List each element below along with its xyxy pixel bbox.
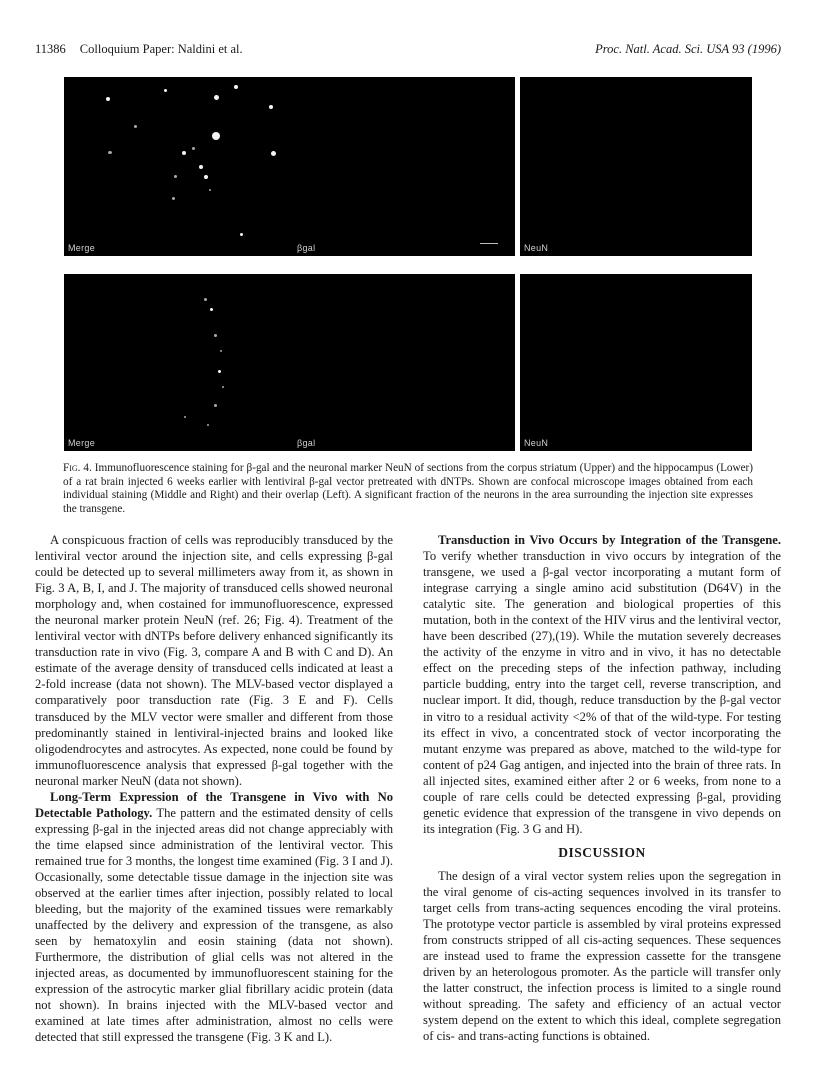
paragraph: A conspicuous fraction of cells was reproducibly transduced by the lentiviral vector around the injection site, and cells expressing β-gal could be detected up to several millimeters away from it, as shown in Fig. 3 A, B, I, and J. The majority of transduced cells showed neuronal morphology and, when costained for immunofluorescence, expressed the neuronal marker protein NeuN (ref. 26; Fig. 4). Treatment of the lentiviral vector with dNTPs before delivery enhanced significantly its transduction rate in vivo (Fig. 3, compare A and B with C and D). An estimate of the average density of transduced cells indicated at least a 2-fold increase (data not shown). The MLV-based vector displayed a comparatively poor transduction rate (Fig. 3 E and F). Cells transduced by the MLV vector were smaller and different from those predominantly stained in lentiviral-injected brains and looked like oligodendrocytes and astrocytes. As expected, none could be found by immunofluorescence analysis that expressed β-gal together with the neuronal marker NeuN (data not shown). (35, 533, 393, 788)
running-header (35, 41, 781, 57)
figure-panel-top-neun (520, 77, 752, 256)
paragraph-text: The pattern and the estimated density of cells expressing β-gal in the injected areas did not change appreciably with the time elapsed since administration of the lentiviral vector. This remained true for 3 months, the longest time examined (Fig. 3 I and J). Occasionally, some detectable tissue damage in the injection site was observed at the earlier times after injection, possibly related to local bleeding, but the majority of the examined tissues were remarkably unaffected by the delivery and expression of the transgene, as also seen by hematoxylin and eosin staining (data not shown). Furthermore, the distribution of glial cells was not altered in the injected areas, as documented by immunofluorescent staining for the expression of the astrocytic marker glial fibrillary acidic protein (data not shown). In brains injected with the MLV-based vector and examined at late times after administration, almost no cells were detected that still expressed the transgene (Fig. 3 K and L). (35, 805, 393, 1045)
journal-citation: Proc. Natl. Acad. Sci. USA 93 (1996) (595, 42, 781, 56)
paragraph (423, 532, 781, 837)
figure-panel-bottom-merge (64, 274, 297, 451)
figure-panel-top-merge (64, 77, 297, 256)
figure-panel-bottom-bgal (293, 274, 515, 451)
section-heading: Transduction in Vivo Occurs by Integration of the Transgene. (438, 533, 781, 547)
paragraph-text: To verify whether transduction in vivo occurs by integration of the transgene, we used a β-gal vector incorporating a mutant form of integrase carrying a single amino acid substitution (D64V) in the catalytic site. The generation and biological properties of this mutation, both in the context of the HIV virus and the lentiviral vector, have been described (27),(19). While the mutation severely decreases the activity of the enzyme in vitro and in vivo, it has no detectable effect on the preceding steps of the infection pathway, including particle budding, entry into the target cell, reverse transcription, and nuclear import. It did, though, reduce transduction by the β-gal vector in vitro to a residual activity <2% of that of the wild-type. For testing its effect in vivo, a concentrated stock of vector incorporating the mutant enzyme was prepared as above, matched to the wild-type for content of p24 Gag antigen, and injected into the brain of three rats. In all injected sites, examined either after 2 or 6 weeks, from none to a couple of rare cells could be detected expressing β-gal, providing genetic evidence that expression of the transgene in vivo depends on its integration (Fig. 3 G and H). (423, 549, 781, 836)
panel-label: NeuN (524, 438, 549, 448)
panel-label: Merge (68, 438, 96, 448)
left-column (35, 532, 393, 1046)
discussion-title: DISCUSSION (558, 844, 646, 860)
panel-label: Merge (68, 243, 96, 253)
right-column (423, 532, 781, 1044)
panel-label: βgal (297, 438, 316, 448)
scale-bar (480, 243, 498, 244)
figure-panel-top-bgal (293, 77, 515, 256)
header-left (35, 41, 243, 57)
caption-text: Immunofluorescence staining for β-gal and the neuronal marker NeuN of sections from the corpus striatum (Upper) and the hippocampus (Lower) of a rat brain injected 6 weeks earlier with lentiviral β-gal vector pretreated with dNTPs. Shown are confocal microscope images obtained from each individual staining (Middle and Right) and their overlap (Left). A significant fraction of the neurons in the area surrounding the injection site expresses the transgene. (63, 462, 753, 515)
running-title: Colloquium Paper: Naldini et al. (79, 42, 243, 56)
page-number: 11386 (35, 42, 66, 56)
figure-panel-bottom-neun (520, 274, 752, 451)
paragraph (35, 789, 393, 1046)
panel-label: βgal (297, 243, 316, 253)
paragraph: The design of a viral vector system relies upon the segregation in the viral genome of cis-acting sequences involved in its transfer to target cells from trans-acting sequences encoding the viral proteins. The prototype vector particle is assembled by viral proteins expressed from constructs stripped of all cis-acting sequences. These sequences are instead used to frame the expression cassette for the transgene driven by an heterologous promoter. As the particle will transfer only the latter construct, the infection process is limited to a single round without spreading. The safety and efficiency of an actual vector system depend on the extent to which this ideal, complete segregation of cis- and trans-acting functions is obtained. (423, 868, 781, 1044)
figure-caption (63, 462, 753, 516)
caption-label: Fig. 4. (63, 462, 92, 474)
section-heading: Long-Term Expression of the Transgene in Vivo with No Detectable Pathology. (35, 789, 393, 820)
panel-label: NeuN (524, 243, 549, 253)
